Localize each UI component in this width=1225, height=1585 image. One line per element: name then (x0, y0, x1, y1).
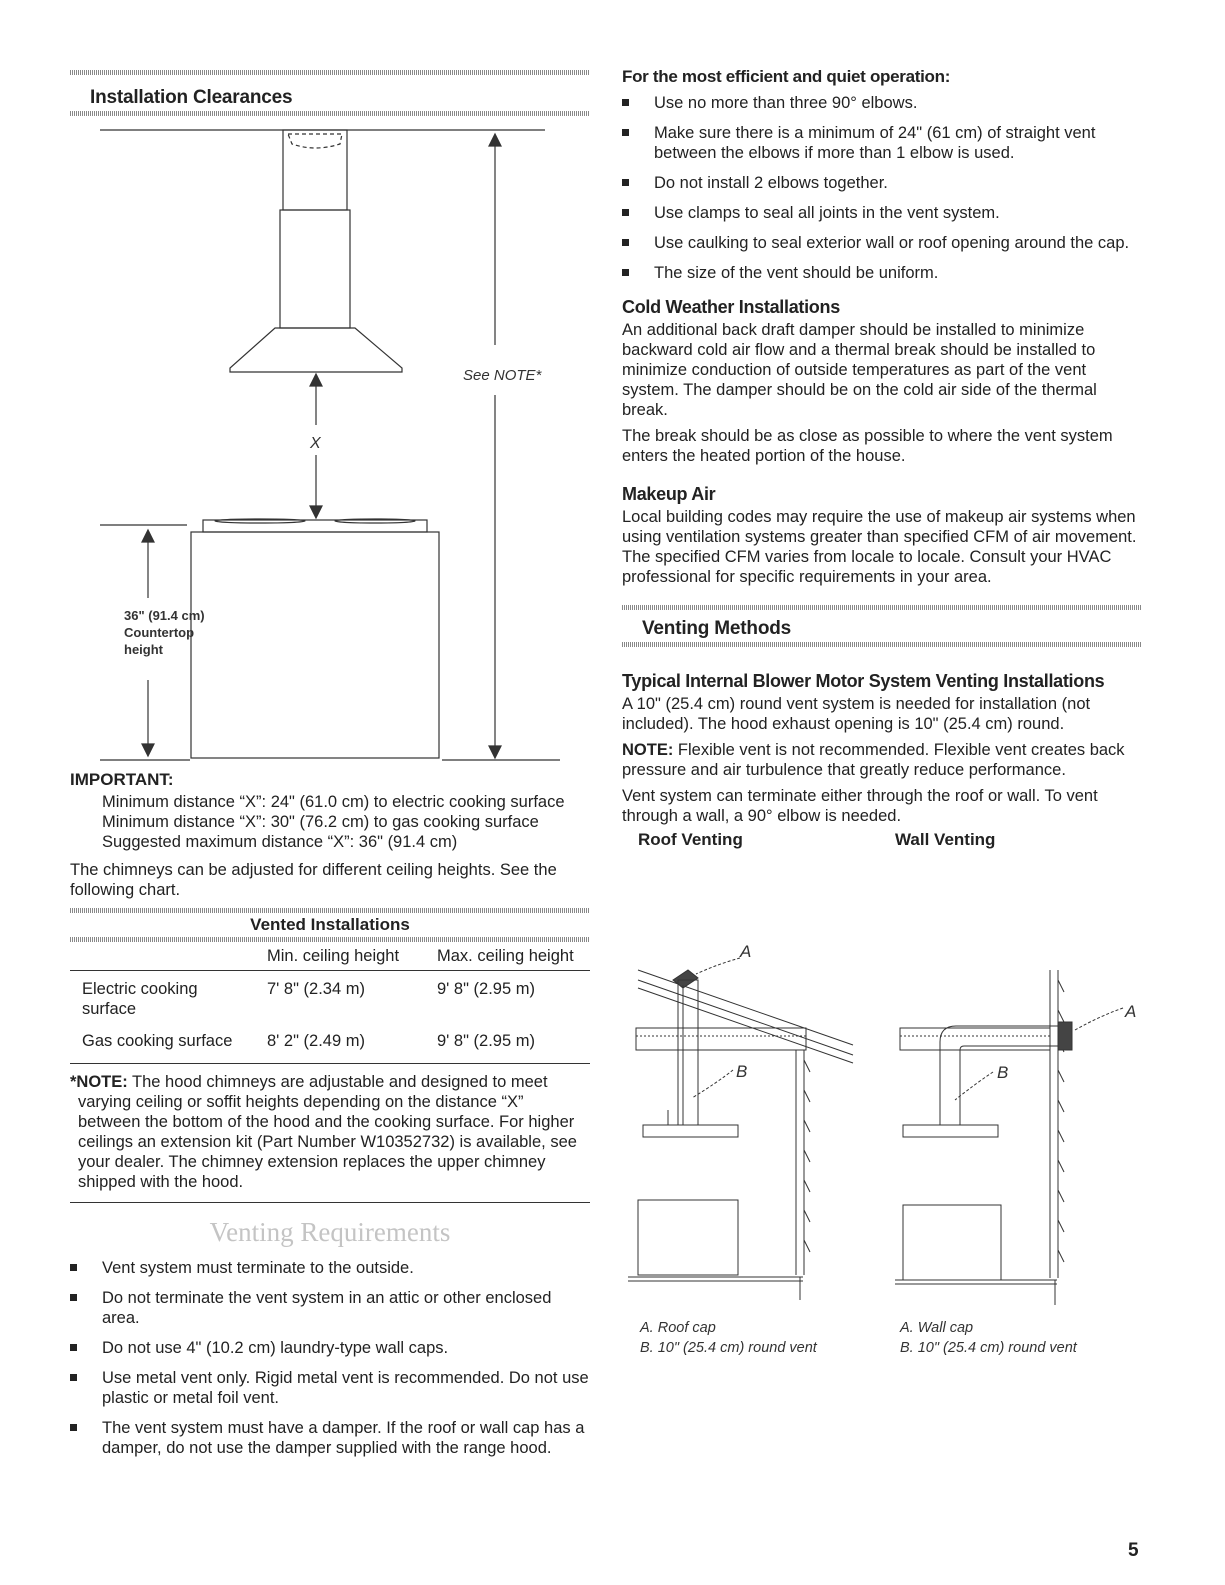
list-item: Use caulking to seal exterior wall or roof opening around the cap. (622, 233, 1142, 253)
list-item: Make sure there is a minimum of 24" (61 cm) of straight vent between the elbows if more than 1 elbow is used. (622, 123, 1142, 163)
efficient-list (622, 93, 1142, 283)
important-line: Minimum distance “X”: 30" (76.2 cm) to gas cooking surface (102, 813, 539, 831)
list-item: The size of the vent should be uniform. (622, 263, 1142, 283)
max-cell: 9' 8" (2.95 m) (437, 1032, 535, 1050)
roof-cap-letter: A (740, 942, 752, 961)
typical-heading: Typical Internal Blower Motor System Venting Installations (622, 671, 1105, 691)
right-column (622, 67, 1142, 854)
important-line: Suggested maximum distance “X”: 36" (91.4 cm) (102, 833, 458, 851)
divider (70, 70, 590, 75)
venting-methods-heading: Venting Methods (642, 618, 792, 639)
installation-clearances-section (70, 70, 590, 116)
surface-cell: Gas cooking surface (82, 1032, 233, 1050)
note-paragraph (70, 1072, 590, 1192)
list-item: Do not terminate the vent system in an attic or other enclosed area. (70, 1288, 590, 1328)
min-cell: 8' 2" (2.49 m) (267, 1032, 365, 1050)
table-row (70, 979, 590, 1031)
list-item: Use no more than three 90° elbows. (622, 93, 1142, 113)
list-item: Vent system must terminate to the outside. (70, 1258, 590, 1278)
cold-paragraph: An additional back draft damper should be installed to minimize backward cold air flow and a thermal break should be installed to minimize conduction of outside temperatures as part of the vent system. The damper should be on the cold air side of the thermal break. (622, 321, 1097, 419)
note-text: The hood chimneys are adjustable and designed to meet varying ceiling or soffit heights depending on the distance “X” between the bottom of the hood and the cooking surface. For higher ceilings an extension kit (Part Number W10352732) is available, see your dealer. The chimney extension replaces the upper chimney shipped with the hood. (78, 1073, 577, 1191)
page-number: 5 (1128, 1540, 1139, 1561)
clearances-heading: Installation Clearances (90, 87, 293, 108)
chimney-text: The chimneys can be adjusted for different ceiling heights. See the following chart. (70, 861, 557, 899)
divider (70, 1202, 590, 1203)
list-item: Use clamps to seal all joints in the vent system. (622, 203, 1142, 223)
roof-caption-b: B. 10" (25.4 cm) round vent (640, 1340, 817, 1356)
table-header-row (70, 942, 590, 971)
roof-venting-label: Roof Venting (638, 830, 743, 849)
x-label: X (310, 435, 321, 452)
divider (622, 642, 1142, 647)
list-item: Do not use 4" (10.2 cm) laundry-type wall caps. (70, 1338, 590, 1358)
roof-caption-a: A. Roof cap (640, 1320, 716, 1336)
surface-cell: Electric cooking surface (82, 980, 198, 1018)
typical-paragraph: Vent system can terminate either through the roof or wall. To vent through a wall, a 90° elbow is needed. (622, 787, 1098, 825)
list-item: Do not install 2 elbows together. (622, 173, 1142, 193)
max-cell: 9' 8" (2.95 m) (437, 980, 535, 998)
divider (70, 111, 590, 116)
cold-paragraph: The break should be as close as possible to where the vent system enters the heated portion of the house. (622, 427, 1113, 465)
roof-caption (640, 1318, 817, 1358)
wall-venting-diagram (895, 960, 1145, 1320)
list-item: Use metal vent only. Rigid metal vent is recommended. Do not use plastic or metal foil vent. (70, 1368, 590, 1408)
clearance-diagram (70, 120, 570, 770)
important-section (70, 770, 590, 1468)
makeup-paragraph: Local building codes may require the use of makeup air systems when using ventilation systems greater than specified CFM of air movement. The specified CFM varies from locale to locale. Consult your HVAC professional for specific requirements in your area. (622, 508, 1137, 586)
venting-requirements-heading: Venting Requirements (209, 1217, 451, 1247)
col-min-header: Min. ceiling height (267, 947, 400, 965)
col-max-header: Max. ceiling height (437, 947, 574, 965)
important-line: Minimum distance “X”: 24" (61.0 cm) to electric cooking surface (102, 793, 565, 811)
divider (70, 908, 590, 913)
efficient-heading: For the most efficient and quiet operation: (622, 67, 951, 86)
table-row (70, 1031, 590, 1064)
note-label: *NOTE: (70, 1073, 128, 1091)
roof-vent-letter: B (736, 1062, 748, 1081)
divider (622, 605, 1142, 610)
countertop-label-line3: height (124, 642, 163, 657)
wall-vent-letter: B (997, 1063, 1009, 1082)
typical-note-label: NOTE: (622, 741, 674, 759)
typical-paragraph: A 10" (25.4 cm) round vent system is needed for installation (not included). The hood exhaust opening is 10" (25.4 cm) round. (622, 695, 1091, 733)
countertop-label-line1: 36" (91.4 cm) (124, 608, 205, 623)
min-cell: 7' 8" (2.34 m) (267, 980, 365, 998)
list-item: The vent system must have a damper. If the roof or wall cap has a damper, do not use the damper supplied with the range hood. (70, 1418, 590, 1458)
typical-note-text: Flexible vent is not recommended. Flexible vent creates back pressure and air turbulence that greatly reduce performance. (622, 741, 1125, 779)
typical-note (622, 740, 1142, 780)
countertop-label-line2: Countertop (124, 625, 195, 640)
cold-weather-heading: Cold Weather Installations (622, 297, 840, 317)
wall-caption (900, 1318, 1077, 1358)
wall-cap-letter: A (1125, 1002, 1137, 1021)
makeup-air-heading: Makeup Air (622, 484, 716, 504)
important-label: IMPORTANT: (70, 770, 174, 789)
wall-caption-b: B. 10" (25.4 cm) round vent (900, 1340, 1077, 1356)
venting-requirements-list (70, 1258, 590, 1458)
table-title: Vented Installations (250, 915, 410, 934)
roof-venting-diagram (628, 940, 868, 1320)
wall-venting-label: Wall Venting (895, 830, 996, 849)
vented-installations-table (70, 942, 590, 1072)
wall-caption-a: A. Wall cap (900, 1320, 974, 1336)
see-note-label: See NOTE* (463, 367, 542, 384)
